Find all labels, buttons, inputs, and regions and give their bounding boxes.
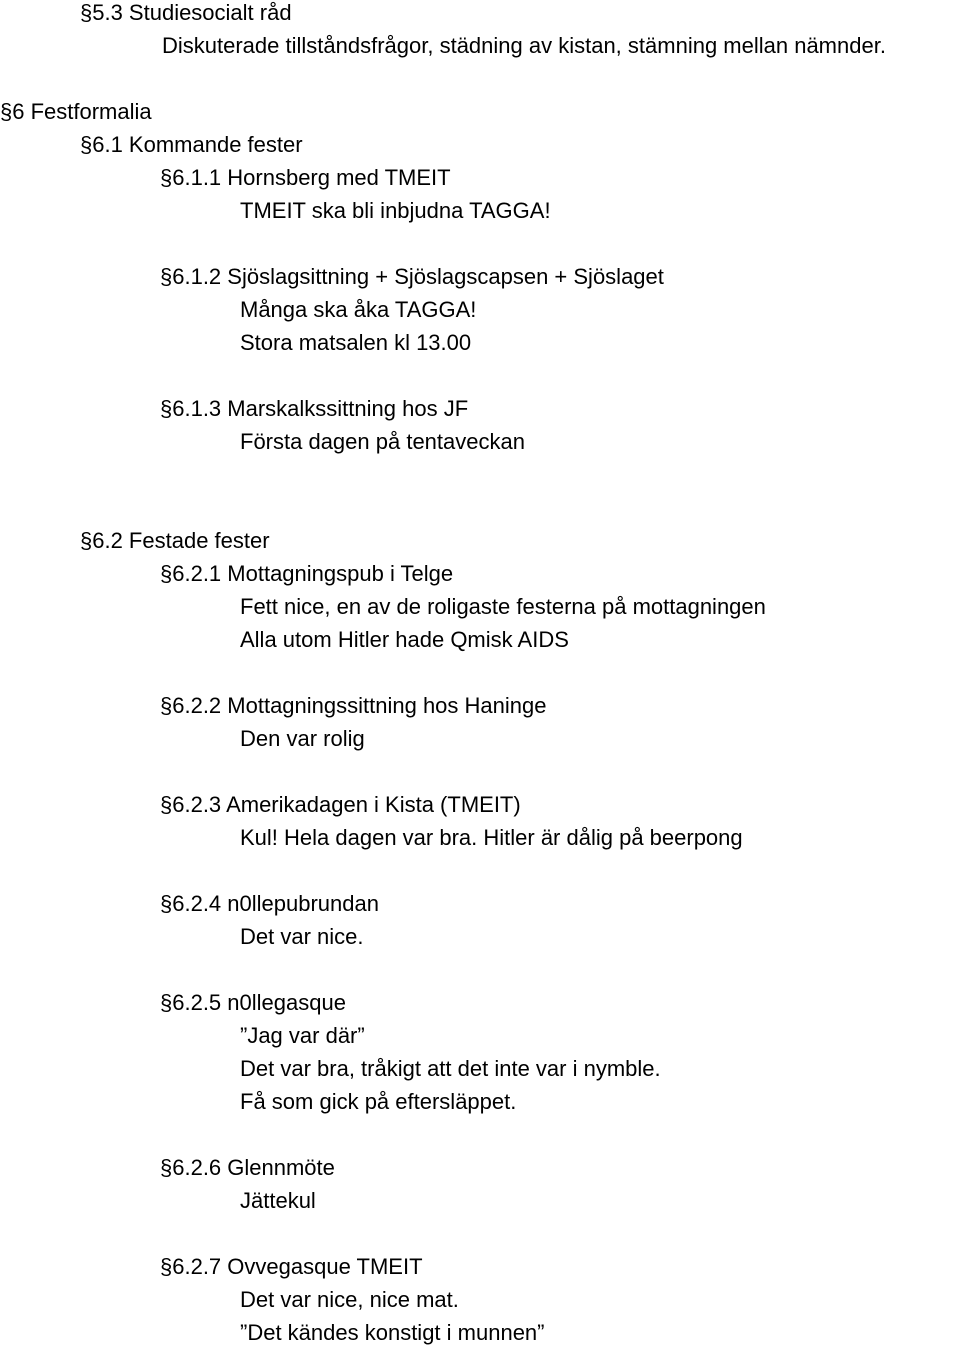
section-body-6-2-5-line-1: ”Jag var där” <box>240 1023 365 1048</box>
section-heading-6-1-1: §6.1.1 Hornsberg med TMEIT <box>160 165 451 190</box>
section-heading-6-1-3: §6.1.3 Marskalkssittning hos JF <box>160 396 469 421</box>
section-body-6-1-2-line-2: Stora matsalen kl 13.00 <box>240 330 472 355</box>
section-body-6-2-3-line-1: Kul! Hela dagen var bra. Hitler är dålig på beerpong <box>240 825 743 850</box>
section-heading-6-2-3: §6.2.3 Amerikadagen i Kista (TMEIT) <box>160 792 521 817</box>
section-body-6-2-2-line-1: Den var rolig <box>240 726 365 751</box>
section-heading-6: §6 Festformalia <box>0 99 152 124</box>
section-body-6-2-5-line-2: Det var bra, tråkigt att det inte var i nymble. <box>240 1056 661 1081</box>
section-heading-6-1: §6.1 Kommande fester <box>80 132 303 157</box>
section-body-6-2-1-line-2: Alla utom Hitler hade Qmisk AIDS <box>240 627 569 652</box>
section-heading-5-3: §5.3 Studiesocialt råd <box>80 0 292 25</box>
section-heading-6-2-2: §6.2.2 Mottagningssittning hos Haninge <box>160 693 547 718</box>
section-body-6-2-4-line-1: Det var nice. <box>240 924 364 949</box>
section-heading-6-2-1: §6.2.1 Mottagningspub i Telge <box>160 561 454 586</box>
section-body-6-1-2-line-1: Många ska åka TAGGA! <box>240 297 477 322</box>
section-heading-6-1-2: §6.1.2 Sjöslagsittning + Sjöslagscapsen + Sjöslaget <box>160 264 664 289</box>
section-body-6-1-1-line-1: TMEIT ska bli inbjudna TAGGA! <box>240 198 551 223</box>
section-heading-6-2-4: §6.2.4 n0llepubrundan <box>160 891 379 916</box>
section-heading-6-2-7: §6.2.7 Ovvegasque TMEIT <box>160 1254 423 1279</box>
section-body-5-3: Diskuterade tillståndsfrågor, städning av kistan, stämning mellan nämnder. <box>162 33 886 58</box>
section-body-6-2-7-line-1: Det var nice, nice mat. <box>240 1287 459 1312</box>
section-body-6-2-5-line-3: Få som gick på eftersläppet. <box>240 1089 517 1114</box>
section-heading-6-2-6: §6.2.6 Glennmöte <box>160 1155 335 1180</box>
section-body-6-2-1-line-1: Fett nice, en av de roligaste festerna på mottagningen <box>240 594 766 619</box>
section-heading-6-2: §6.2 Festade fester <box>80 528 270 553</box>
section-body-6-2-6-line-1: Jättekul <box>240 1188 316 1213</box>
section-body-6-2-7-line-2: ”Det kändes konstigt i munnen” <box>240 1320 545 1345</box>
section-heading-6-2-5: §6.2.5 n0llegasque <box>160 990 346 1015</box>
section-body-6-1-3-line-1: Första dagen på tentaveckan <box>240 429 525 454</box>
